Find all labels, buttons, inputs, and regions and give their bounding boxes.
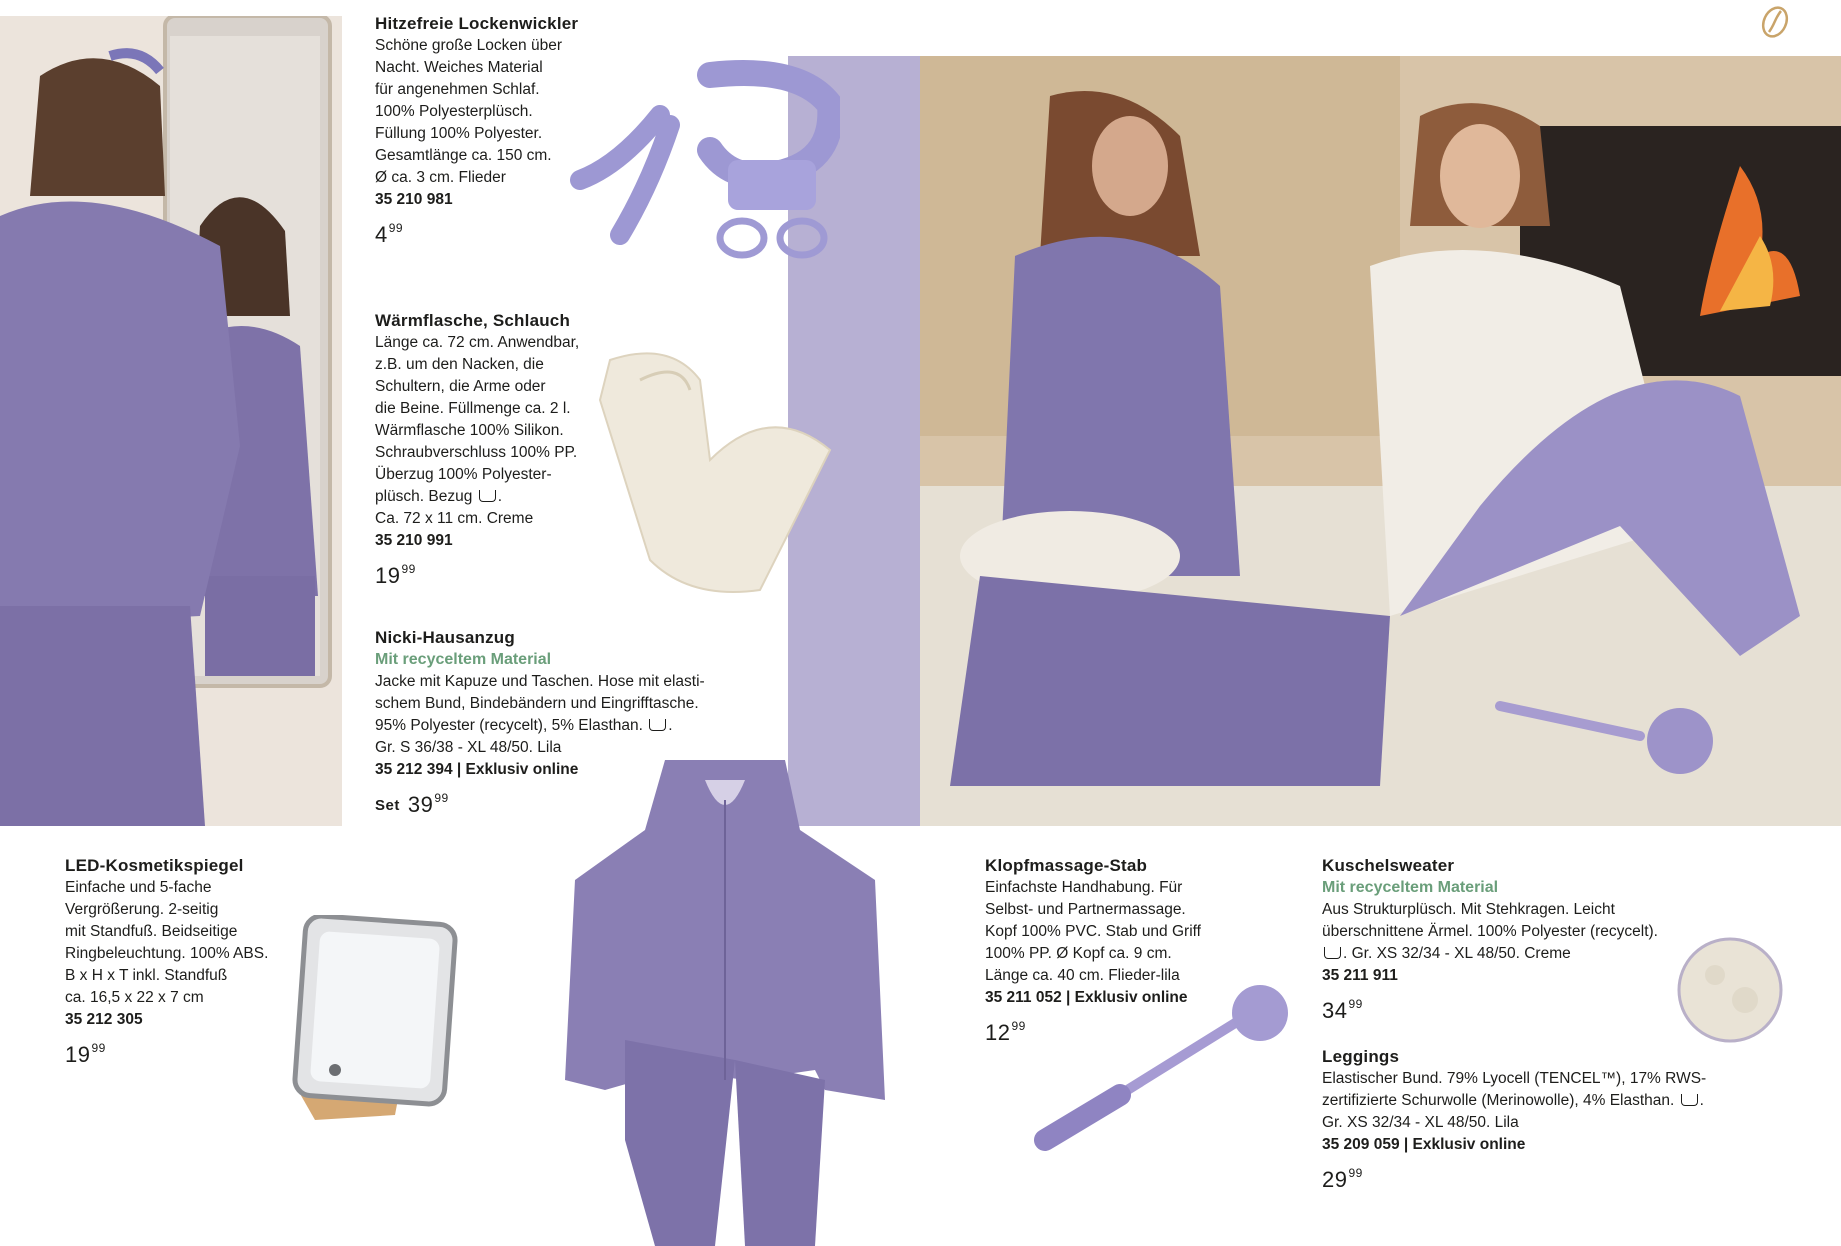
product-description: Jacke mit Kapuze und Taschen. Hose mit elasti- schem Bund, Bindebändern und Eingrifftasche. [375,673,705,712]
wash-symbol-icon [649,719,666,731]
product-title: Klopfmassage-Stab [985,856,1148,875]
article-number: 35 211 911 [1322,967,1398,984]
product-leggings [1322,1046,1706,1191]
product-title: Kuschelsweater [1322,856,1455,875]
product-sizes: . Gr. XS 32/34 - XL 48/50. Creme [1322,943,1658,965]
price [375,558,579,587]
price-cents: 99 [1348,1166,1363,1180]
product-description: Elastischer Bund. 79% Lyocell (TENCEL™), 17% RWS- zertifizierte Schurwolle (Merinowolle), 4% Elasthan. . [1322,1070,1707,1109]
article-number: 35 210 981 [375,191,453,208]
product-title: LED-Kosmetikspiegel [65,856,244,875]
set-label: Set [375,797,400,814]
product-size: Ca. 72 x 11 cm. Creme [375,510,534,527]
product-massage-stick [985,855,1201,1044]
price-main: 19 [65,1042,91,1067]
price [1322,1162,1706,1191]
product-description: Einfachste Handhabung. Für Selbst- und Partnermassage. Kopf 100% PVC. Stab und Griff 100% PP. Ø Kopf ca. 9 cm. Länge ca. 40 cm. Flieder-lila [985,879,1201,984]
product-title: Hitzefreie Lockenwickler [375,14,579,33]
price-main: 34 [1322,998,1348,1023]
price-main: 39 [407,792,434,817]
product-curlers [375,13,578,246]
product-description: Aus Strukturplüsch. Mit Stehkragen. Leicht überschnittene Ärmel. 100% Polyester (recycelt). [1322,901,1658,940]
hot-water-bottle-image [590,340,850,600]
product-title: Nicki-Hausanzug [375,628,515,647]
wash-symbol-icon [1324,947,1341,959]
price-cents: 99 [434,791,449,805]
mirror-scene-photo [0,16,342,826]
product-title: Wärmflasche, Schlauch [375,311,571,330]
price-cents: 99 [388,221,404,235]
price-cents: 99 [91,1041,106,1055]
product-description: Länge ca. 72 cm. Anwendbar, z.B. um den Nacken, die Schultern, die Arme oder die Beine. Füllmenge ca. 2 l. Wärmflasche 100% Silikon. Schraubverschluss 100% PP. Überzug 100% Polyester- plüsch. Bezug . [375,334,580,505]
product-led-mirror [65,855,268,1066]
product-lounge-suit [375,627,705,817]
article-number: 35 212 305 [65,1011,143,1028]
product-description: Einfache und 5-fache Vergrößerung. 2-seitig mit Standfuß. Beidseitige Ringbeleuchtung. 100% ABS. B x H x T inkl. Standfuß ca. 16,5 x 22 x 7 cm [65,879,269,1006]
product-title: Leggings [1322,1047,1400,1066]
wash-symbol-icon [479,490,496,502]
product-description: Schöne große Locken über Nacht. Weiches Material für angenehmen Schlaf. 100% Polyesterplüsch. Füllung 100% Polyester. Gesamtlänge ca. 150 cm. Ø ca. 3 cm. Flieder [375,37,562,186]
product-subtitle: Mit recyceltem Material [375,651,552,668]
tchibo-logo-icon [1755,2,1795,42]
price-cents: 99 [1348,997,1363,1011]
article-number: 35 212 394 | Exklusiv online [375,761,579,778]
product-subtitle: Mit recyceltem Material [1322,879,1499,896]
hair-curler-image [560,45,840,265]
led-mirror-image [275,915,475,1135]
article-number: 35 210 991 [375,532,453,549]
price [375,787,705,817]
product-material: 95% Polyester (recycelt), 5% Elasthan. . [375,717,673,734]
lounge-suit-image [565,760,885,1246]
product-sizes: Gr. S 36/38 - XL 48/50. Lila [375,739,562,756]
price-cents: 99 [1011,1019,1026,1033]
product-sizes: Gr. XS 32/34 - XL 48/50. Lila [1322,1114,1519,1131]
price-cents: 99 [401,562,416,576]
price [1322,993,1658,1022]
price-main: 4 [375,222,388,247]
article-number: 35 209 059 | Exklusiv online [1322,1136,1526,1153]
price-main: 12 [985,1020,1011,1045]
price [65,1037,268,1066]
price-main: 19 [375,563,401,588]
price [375,217,578,246]
article-number: 35 211 052 | Exklusiv online [985,989,1188,1006]
product-sweater [1322,855,1658,1022]
price [985,1015,1201,1044]
sweater-fabric-swatch [1675,935,1785,1045]
price-main: 29 [1322,1167,1348,1192]
wash-symbol-icon [1681,1094,1698,1106]
living-room-photo [920,56,1841,826]
product-hot-water-bottle [375,310,579,587]
